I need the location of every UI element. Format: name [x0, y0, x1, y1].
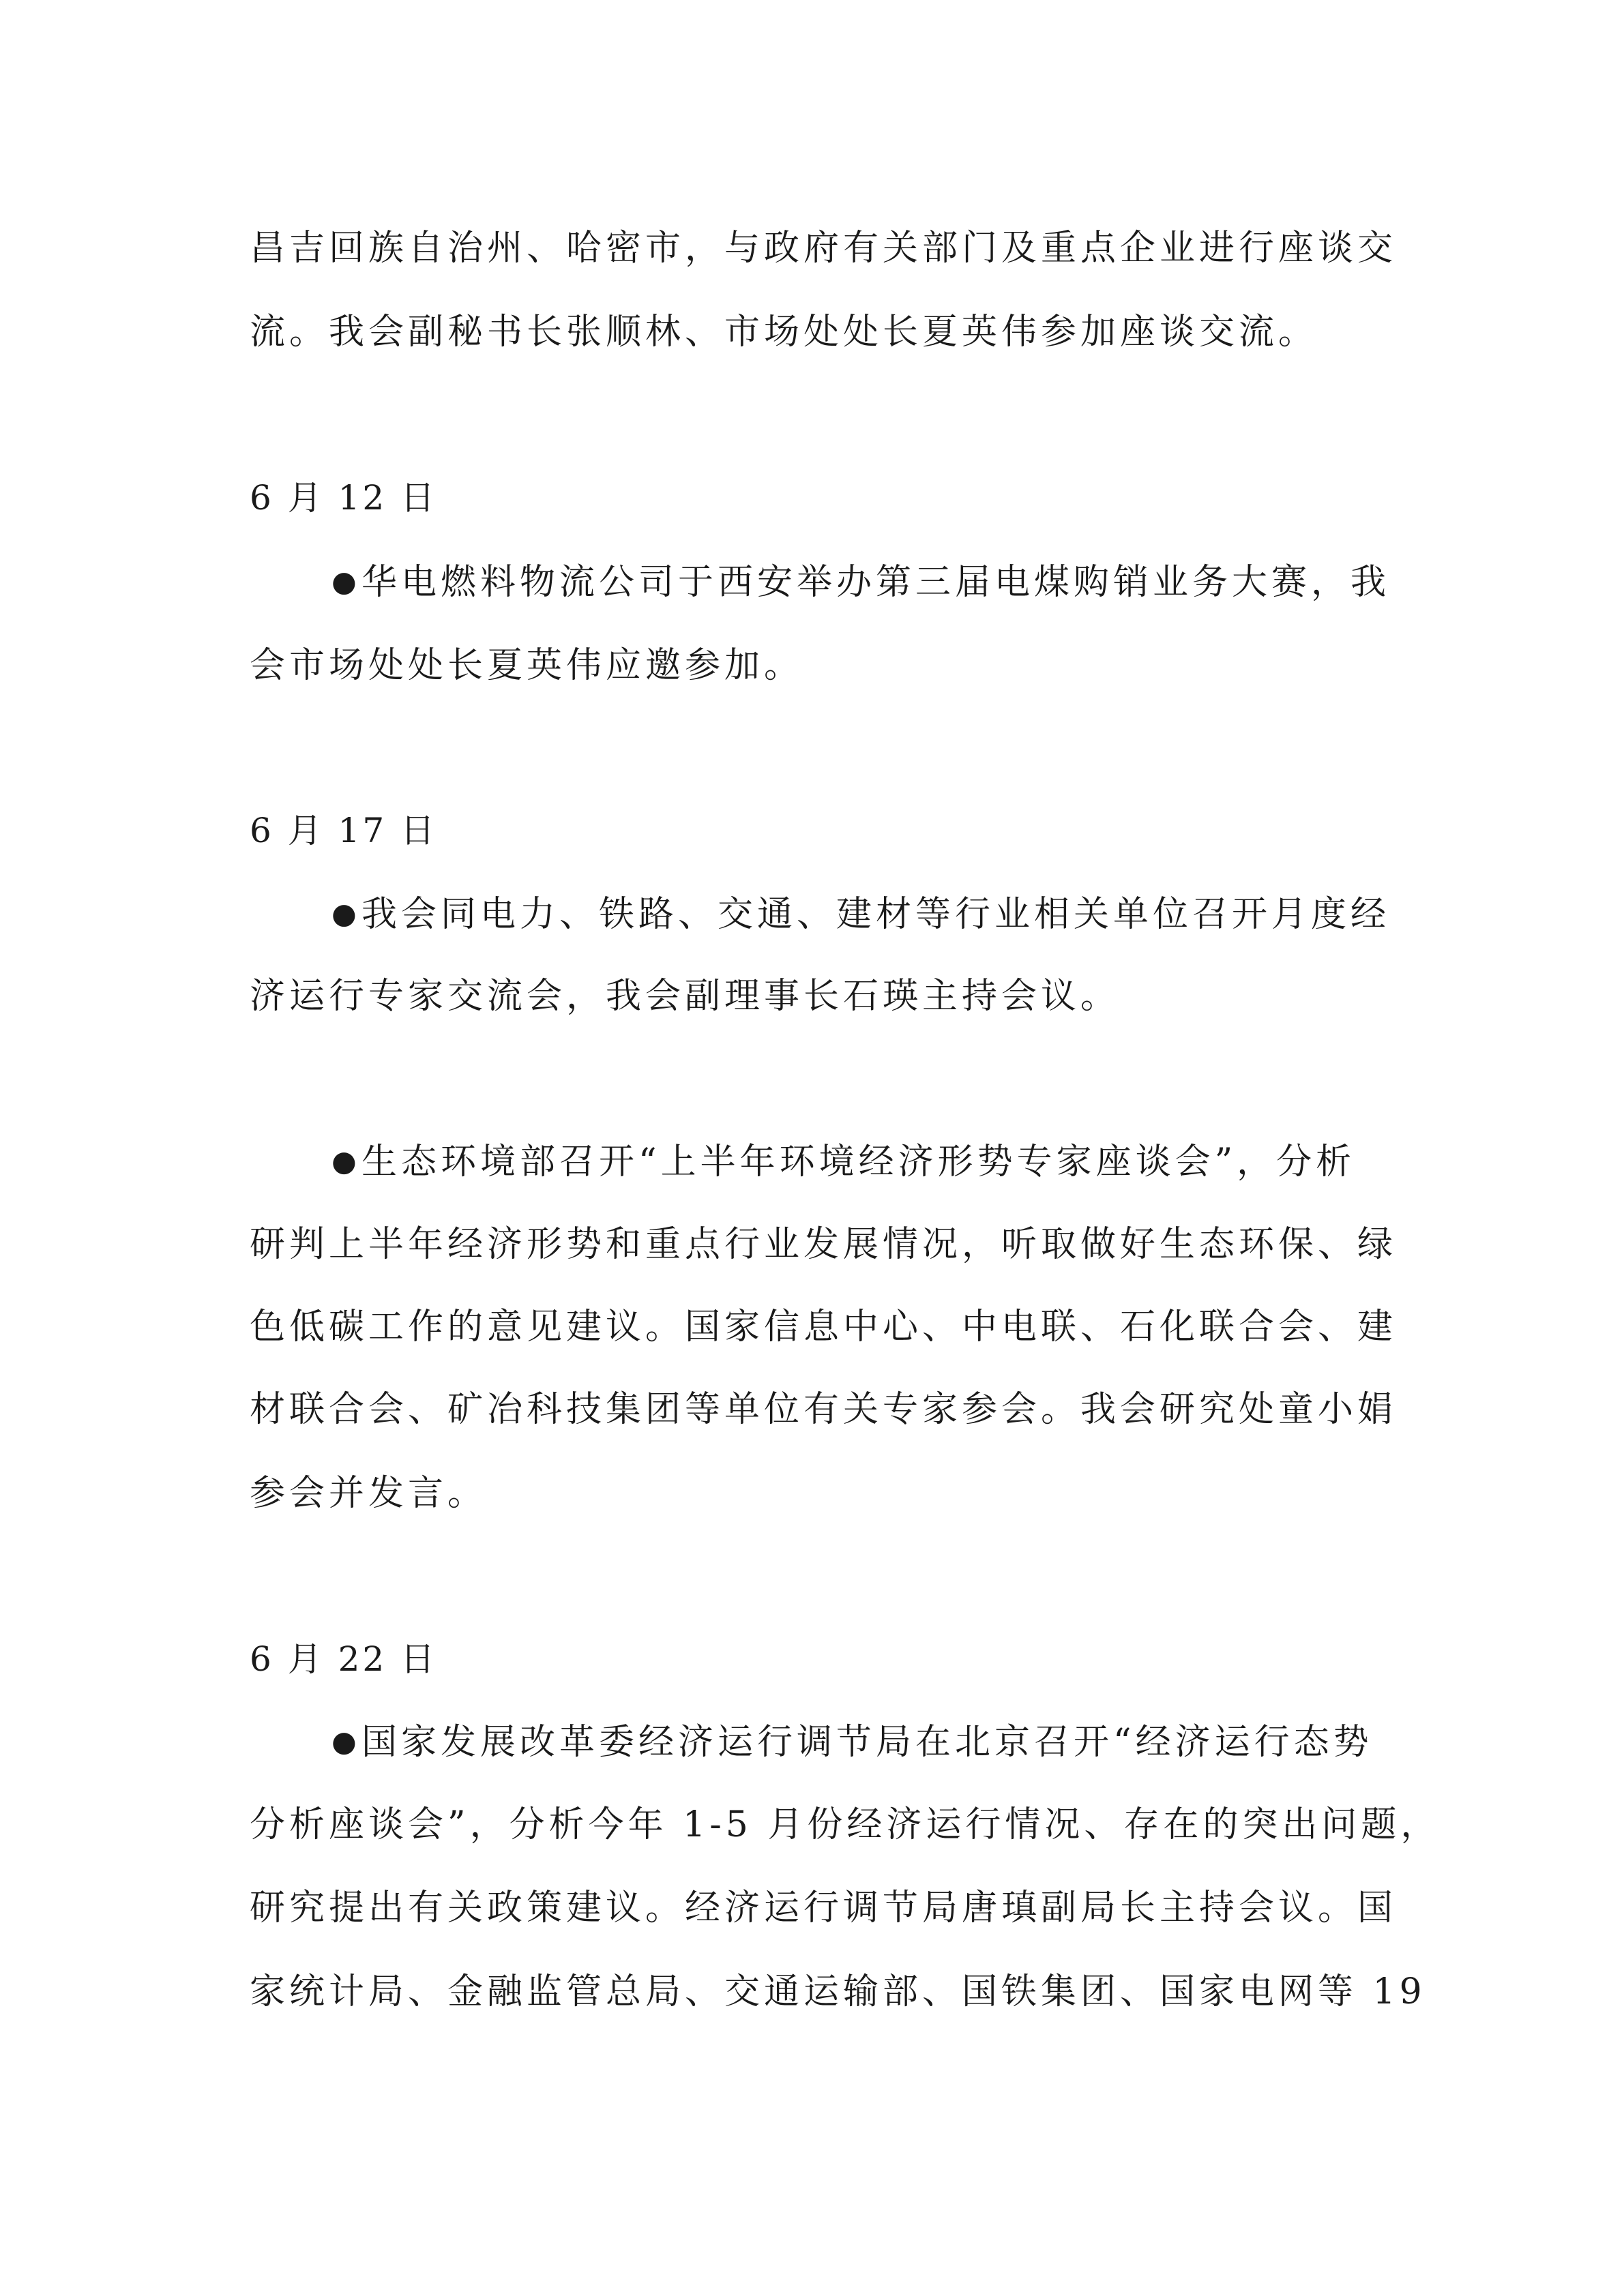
date-heading: 6 月 22 日: [250, 1639, 438, 1679]
paragraph-line: [331, 561, 1391, 603]
paragraph-line: 研判上半年经济形势和重点行业发展情况，听取做好生态环保、绿: [250, 1224, 1398, 1265]
paragraph-line: 分析座谈会”，分析今年 1-5 月份经济运行情况、存在的突出问题，: [250, 1804, 1441, 1845]
bullet-icon: ●: [331, 1144, 357, 1178]
paragraph-line: 研究提出有关政策建议。经济运行调节局唐瑱副局长主持会议。国: [250, 1888, 1398, 1928]
paragraph-line: 家统计局、金融监管总局、交通运输部、国铁集团、国家电网等 19: [250, 1971, 1426, 2012]
paragraph-line: 参会并发言。: [250, 1473, 488, 1514]
paragraph-line: [331, 1141, 1382, 1182]
paragraph-text: 华电燃料物流公司于西安举办第三届电煤购销业务大赛，我: [361, 562, 1391, 603]
date-heading: 6 月 12 日: [250, 478, 438, 518]
paragraph-text: 我会同电力、铁路、交通、建材等行业相关单位召开月度经: [361, 894, 1391, 935]
paragraph-line: [331, 1721, 1382, 1763]
bullet-icon: ●: [331, 565, 357, 598]
bullet-icon: ●: [331, 897, 357, 930]
paragraph-line: 昌吉回族自治州、哈密市，与政府有关部门及重点企业进行座谈交: [250, 228, 1398, 269]
paragraph-line: 流。我会副秘书长张顺林、市场处处长夏英伟参加座谈交流。: [250, 312, 1318, 353]
paragraph-line: 材联合会、矿冶科技集团等单位有关专家参会。我会研究处童小娟: [250, 1389, 1398, 1430]
paragraph-line: 济运行专家交流会，我会副理事长石瑛主持会议。: [250, 976, 1121, 1017]
paragraph-line: 会市场处处长夏英伟应邀参加。: [250, 645, 804, 686]
paragraph-line: 色低碳工作的意见建议。国家信息中心、中电联、石化联合会、建: [250, 1307, 1398, 1347]
date-heading: 6 月 17 日: [250, 811, 438, 850]
paragraph-text: 国家发展改革委经济运行调节局在北京召开“经济运行态势: [361, 1722, 1373, 1763]
bullet-icon: ●: [331, 1725, 357, 1758]
paragraph-text: 生态环境部召开“上半年环境经济形势专家座谈会”，分析: [361, 1142, 1356, 1182]
paragraph-line: [331, 893, 1391, 935]
